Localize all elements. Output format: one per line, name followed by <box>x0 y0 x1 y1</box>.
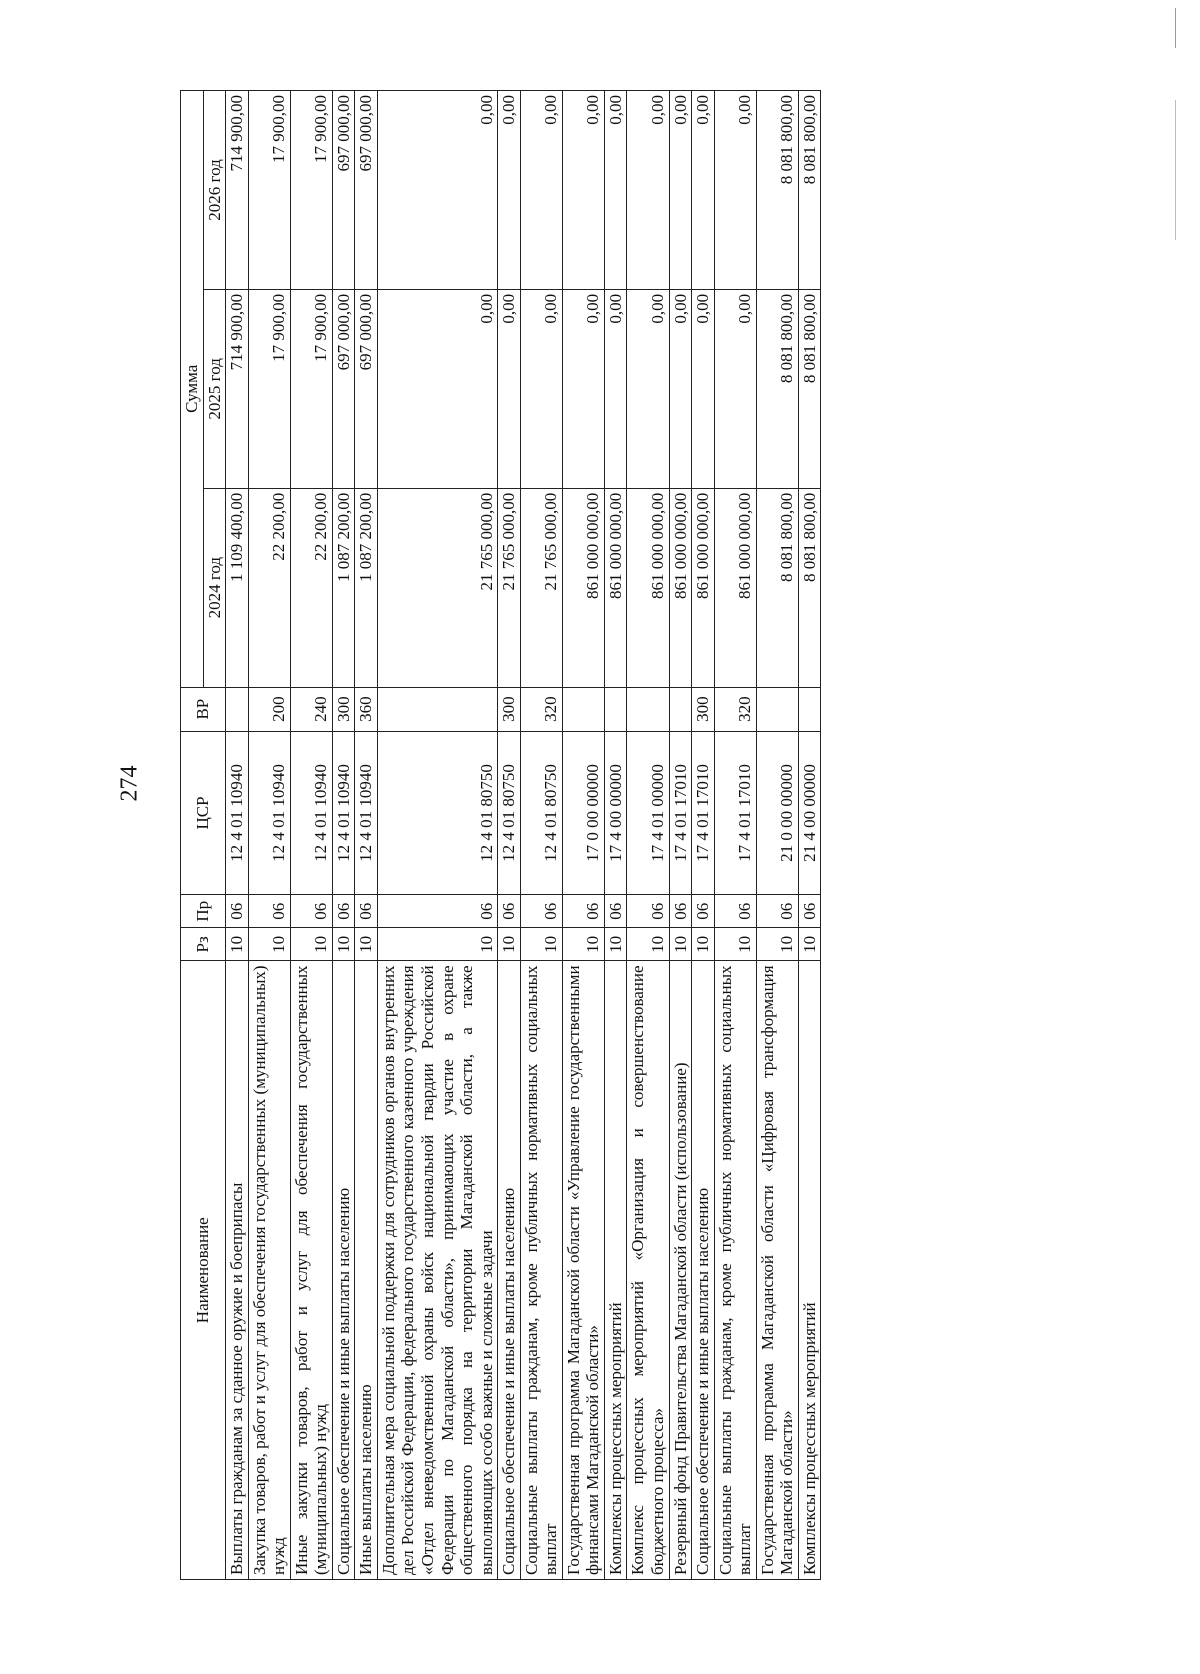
header-2024: 2024 год <box>203 488 226 687</box>
row-rz: 10 <box>520 928 562 961</box>
row-pr: 06 <box>692 895 715 928</box>
row-vr: 320 <box>714 687 756 731</box>
row-name: Иные выплаты населению <box>355 961 378 1580</box>
row-sum-2024: 1 109 400,00 <box>226 488 249 687</box>
row-vr: 360 <box>355 687 378 731</box>
row-csr: 12 4 01 80750 <box>520 731 562 894</box>
row-rz: 10 <box>355 928 378 961</box>
row-pr: 06 <box>377 895 497 928</box>
row-vr <box>226 687 249 731</box>
table-row <box>562 91 604 1580</box>
row-sum-2026: 0,00 <box>627 91 669 290</box>
row-csr: 17 4 00 00000 <box>604 731 627 894</box>
row-sum-2024: 861 000 000,00 <box>669 488 692 687</box>
rotated-page <box>180 90 1100 1580</box>
row-pr: 06 <box>248 895 290 928</box>
row-sum-2026: 8 081 800,00 <box>756 91 798 290</box>
row-sum-2025: 8 081 800,00 <box>756 289 798 488</box>
row-sum-2026: 0,00 <box>692 91 715 290</box>
row-rz: 10 <box>290 928 332 961</box>
row-rz: 10 <box>498 928 521 961</box>
header-2026: 2026 год <box>203 91 226 290</box>
table-row <box>627 91 669 1580</box>
row-rz: 10 <box>692 928 715 961</box>
header-sum: Сумма <box>181 91 204 688</box>
row-csr: 17 0 00 00000 <box>562 731 604 894</box>
row-sum-2026: 697 000,00 <box>332 91 355 290</box>
row-vr <box>377 687 497 731</box>
table-row <box>332 91 355 1580</box>
header-pr: Пр <box>181 895 226 928</box>
row-pr: 06 <box>332 895 355 928</box>
row-sum-2024: 861 000 000,00 <box>562 488 604 687</box>
row-name: Резервный фонд Правительства Магаданской области (использование) <box>669 961 692 1580</box>
row-name: Социальные выплаты гражданам, кроме публичных нормативных социальных выплат <box>714 961 756 1580</box>
table-row <box>692 91 715 1580</box>
row-pr: 06 <box>627 895 669 928</box>
table-row <box>498 91 521 1580</box>
table-row <box>290 91 332 1580</box>
table-row <box>714 91 756 1580</box>
row-name: Иные закупки товаров, работ и услуг для обеспечения государственных (муниципальных) нужд <box>290 961 332 1580</box>
row-csr: 12 4 01 10940 <box>332 731 355 894</box>
row-vr: 320 <box>520 687 562 731</box>
row-sum-2026: 697 000,00 <box>355 91 378 290</box>
row-csr: 12 4 01 10940 <box>248 731 290 894</box>
row-pr: 06 <box>562 895 604 928</box>
row-sum-2024: 861 000 000,00 <box>627 488 669 687</box>
row-sum-2026: 0,00 <box>498 91 521 290</box>
table-row <box>377 91 497 1580</box>
row-sum-2024: 8 081 800,00 <box>756 488 798 687</box>
row-csr: 21 4 00 00000 <box>798 731 821 894</box>
row-name: Социальное обеспечение и иные выплаты населению <box>692 961 715 1580</box>
row-vr: 240 <box>290 687 332 731</box>
row-sum-2025: 8 081 800,00 <box>798 289 821 488</box>
row-pr: 06 <box>669 895 692 928</box>
row-vr: 300 <box>692 687 715 731</box>
row-sum-2024: 22 200,00 <box>248 488 290 687</box>
header-row <box>181 91 204 1580</box>
row-pr: 06 <box>498 895 521 928</box>
row-sum-2024: 861 000 000,00 <box>604 488 627 687</box>
row-pr: 06 <box>290 895 332 928</box>
row-sum-2026: 0,00 <box>714 91 756 290</box>
row-name: Комплекс процессных мероприятий «Организация и совершенствование бюджетного процесса» <box>627 961 669 1580</box>
row-rz: 10 <box>377 928 497 961</box>
row-sum-2024: 1 087 200,00 <box>332 488 355 687</box>
row-rz: 10 <box>226 928 249 961</box>
header-vr: ВР <box>181 687 226 731</box>
row-sum-2025: 0,00 <box>627 289 669 488</box>
row-pr: 06 <box>520 895 562 928</box>
row-csr: 17 4 01 17010 <box>714 731 756 894</box>
row-name: Государственная программа Магаданской области «Цифровая трансформация Магаданской области» <box>756 961 798 1580</box>
row-name: Закупка товаров, работ и услуг для обеспечения государственных (муниципальных) нужд <box>248 961 290 1580</box>
row-rz: 10 <box>248 928 290 961</box>
row-sum-2025: 0,00 <box>604 289 627 488</box>
row-pr: 06 <box>756 895 798 928</box>
row-name: Выплаты гражданам за сданное оружие и боеприпасы <box>226 961 249 1580</box>
row-sum-2026: 0,00 <box>604 91 627 290</box>
row-csr: 21 0 00 00000 <box>756 731 798 894</box>
row-name: Комплексы процессных мероприятий <box>604 961 627 1580</box>
row-rz: 10 <box>604 928 627 961</box>
row-sum-2025: 0,00 <box>669 289 692 488</box>
row-sum-2025: 697 000,00 <box>355 289 378 488</box>
row-sum-2026: 17 900,00 <box>248 91 290 290</box>
row-name: Дополнительная мера социальной поддержки для сотрудников органов внутренних дел Российской Федерации, федерального государственного казенного учреждения «Отдел вневедомственной охраны войск национальной гвардии Российской Федерации по Магаданской области», принимающих участие в охране общественного порядка на территории Магаданской области, а также выполняющих особо важные и сложные задачи <box>377 961 497 1580</box>
table-row <box>248 91 290 1580</box>
row-sum-2026: 0,00 <box>562 91 604 290</box>
row-rz: 10 <box>798 928 821 961</box>
row-name: Социальные выплаты гражданам, кроме публичных нормативных социальных выплат <box>520 961 562 1580</box>
row-sum-2025: 0,00 <box>562 289 604 488</box>
row-csr: 12 4 01 10940 <box>290 731 332 894</box>
table-row <box>604 91 627 1580</box>
scan-mark <box>1175 8 1176 48</box>
row-vr: 300 <box>332 687 355 731</box>
table-row <box>520 91 562 1580</box>
row-sum-2026: 0,00 <box>520 91 562 290</box>
row-rz: 10 <box>332 928 355 961</box>
row-name: Социальное обеспечение и иные выплаты населению <box>332 961 355 1580</box>
header-2025: 2025 год <box>203 289 226 488</box>
row-vr <box>627 687 669 731</box>
row-sum-2024: 21 765 000,00 <box>520 488 562 687</box>
row-sum-2025: 17 900,00 <box>248 289 290 488</box>
table-row <box>226 91 249 1580</box>
row-pr: 06 <box>604 895 627 928</box>
row-sum-2024: 861 000 000,00 <box>692 488 715 687</box>
header-name: Наименование <box>181 961 226 1580</box>
row-csr: 17 4 01 17010 <box>669 731 692 894</box>
row-rz: 10 <box>714 928 756 961</box>
table-row <box>756 91 798 1580</box>
row-vr <box>669 687 692 731</box>
row-sum-2026: 8 081 800,00 <box>798 91 821 290</box>
row-rz: 10 <box>669 928 692 961</box>
row-csr: 12 4 01 10940 <box>226 731 249 894</box>
table-body <box>226 91 821 1580</box>
row-csr: 12 4 01 10940 <box>355 731 378 894</box>
table-row <box>798 91 821 1580</box>
row-rz: 10 <box>756 928 798 961</box>
row-sum-2024: 22 200,00 <box>290 488 332 687</box>
scan-mark <box>1175 100 1176 240</box>
budget-table <box>180 90 821 1580</box>
row-rz: 10 <box>562 928 604 961</box>
row-sum-2024: 21 765 000,00 <box>498 488 521 687</box>
table-row <box>669 91 692 1580</box>
row-sum-2025: 697 000,00 <box>332 289 355 488</box>
row-name: Социальное обеспечение и иные выплаты населению <box>498 961 521 1580</box>
table-row <box>355 91 378 1580</box>
row-name: Государственная программа Магаданской области «Управление государственными финансами Магаданской области» <box>562 961 604 1580</box>
row-sum-2024: 8 081 800,00 <box>798 488 821 687</box>
row-sum-2024: 21 765 000,00 <box>377 488 497 687</box>
row-sum-2026: 0,00 <box>669 91 692 290</box>
row-pr: 06 <box>714 895 756 928</box>
row-vr <box>604 687 627 731</box>
row-sum-2025: 0,00 <box>714 289 756 488</box>
row-sum-2025: 0,00 <box>692 289 715 488</box>
header-csr: ЦСР <box>181 731 226 894</box>
row-vr <box>562 687 604 731</box>
row-sum-2024: 1 087 200,00 <box>355 488 378 687</box>
row-pr: 06 <box>226 895 249 928</box>
row-csr: 12 4 01 80750 <box>498 731 521 894</box>
row-sum-2025: 17 900,00 <box>290 289 332 488</box>
row-csr: 12 4 01 80750 <box>377 731 497 894</box>
header-rz: Рз <box>181 928 226 961</box>
row-vr <box>798 687 821 731</box>
row-csr: 17 4 01 00000 <box>627 731 669 894</box>
row-pr: 06 <box>798 895 821 928</box>
row-sum-2025: 0,00 <box>520 289 562 488</box>
row-sum-2026: 0,00 <box>377 91 497 290</box>
row-name: Комплексы процессных мероприятий <box>798 961 821 1580</box>
row-sum-2025: 0,00 <box>377 289 497 488</box>
row-vr <box>756 687 798 731</box>
row-rz: 10 <box>627 928 669 961</box>
row-sum-2025: 0,00 <box>498 289 521 488</box>
row-csr: 17 4 01 17010 <box>692 731 715 894</box>
row-sum-2026: 714 900,00 <box>226 91 249 290</box>
row-sum-2026: 17 900,00 <box>290 91 332 290</box>
row-vr: 200 <box>248 687 290 731</box>
row-pr: 06 <box>355 895 378 928</box>
row-sum-2025: 714 900,00 <box>226 289 249 488</box>
row-vr: 300 <box>498 687 521 731</box>
row-sum-2024: 861 000 000,00 <box>714 488 756 687</box>
page-number: 274 <box>116 765 143 802</box>
